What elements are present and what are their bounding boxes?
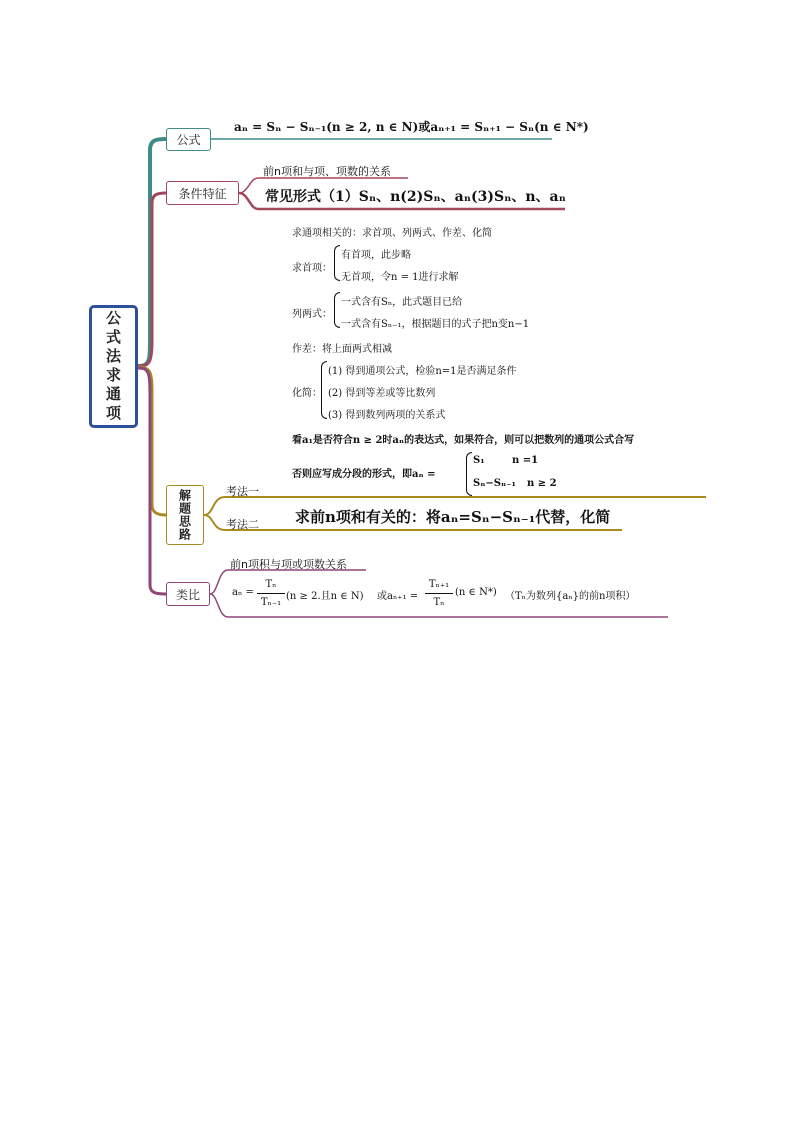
frac-2-den: Tₙ — [433, 597, 445, 608]
analogy-subtitle: 前n项积与项或项数关系 — [230, 558, 347, 571]
piecewise-prefix: 否则应写成分段的形式，即aₙ = — [292, 469, 436, 480]
diff-step: 作差：将上面两式相减 — [292, 344, 392, 355]
solve-label: 解题思路 — [177, 489, 192, 541]
piece-2-expr: Sₙ−Sₙ₋₁ — [473, 478, 516, 489]
two-eq-label: 列两式： — [292, 309, 332, 320]
two-eq-item-2: 一式含有Sₙ₋₁，根据题目的式子把n变n−1 — [341, 319, 530, 330]
piecewise-brace — [466, 452, 472, 496]
analogy-node — [166, 582, 210, 606]
analogy-cond-2: (n ∈ N*) — [455, 587, 497, 598]
formula-label: 公式 — [176, 133, 201, 147]
test-2-content: 求前n项和有关的：将aₙ=Sₙ−Sₙ₋₁代替，化简 — [295, 508, 611, 526]
condition-content: 常见形式（1）Sₙ、n(2)Sₙ、aₙ(3)Sₙ、n、aₙ — [265, 189, 566, 205]
first-term-item-2: 无首项，令n = 1进行求解 — [341, 272, 459, 283]
check-line: 看a₁是否符合n ≥ 2时aₙ的表达式，如果符合，则可以把数列的通项公式合写 — [292, 435, 635, 446]
simplify-item-3: (3) 得到数列两项的关系式 — [328, 410, 446, 421]
piece-1-expr: S₁ — [473, 455, 485, 466]
root-title: 公式法求通项 — [104, 309, 122, 424]
frac-1-bar — [257, 593, 285, 594]
analogy-note: （Tₙ为数列{aₙ}的前n项积） — [505, 591, 636, 602]
first-term-brace — [334, 245, 340, 281]
root-node — [89, 305, 138, 428]
analogy-label: 类比 — [175, 587, 200, 602]
formula-content: aₙ = Sₙ − Sₙ₋₁(n ≥ 2, n ∈ N)或aₙ₊₁ = Sₙ₊₁ − Sₙ(n ∈ N*) — [234, 120, 589, 134]
analogy-an: aₙ = — [232, 587, 254, 598]
simplify-item-2: (2) 得到等差或等比数列 — [328, 388, 436, 399]
piece-1-cond: n =1 — [512, 455, 539, 466]
simplify-label: 化简： — [292, 388, 322, 399]
frac-1-num: Tₙ — [265, 579, 277, 590]
two-eq-brace — [334, 292, 340, 328]
formula-node — [166, 128, 211, 151]
simplify-brace — [321, 361, 327, 419]
condition-node — [166, 181, 239, 205]
condition-subtitle: 前n项和与项、项数的关系 — [263, 165, 391, 178]
first-term-item-1: 有首项，此步略 — [341, 250, 411, 261]
test-2-label: 考法二 — [226, 518, 259, 531]
frac-2-bar — [425, 593, 453, 594]
frac-1-den: Tₙ₋₁ — [260, 597, 282, 608]
analogy-cond-1: (n ≥ 2.且n ∈ N) — [286, 591, 364, 602]
solve-node — [166, 485, 204, 545]
analogy-or: 或aₙ₊₁ = — [377, 591, 419, 602]
test-1-label: 考法一 — [226, 485, 259, 498]
method-intro: 求通项相关的：求首项、列两式、作差、化简 — [292, 228, 492, 239]
piece-2-cond: n ≥ 2 — [527, 478, 557, 489]
two-eq-item-1: 一式含有Sₙ，此式题目已给 — [341, 297, 463, 308]
frac-2-num: Tₙ₊₁ — [428, 579, 450, 590]
first-term-label: 求首项： — [292, 263, 332, 274]
simplify-item-1: (1) 得到通项公式，检验n=1是否满足条件 — [328, 366, 517, 377]
condition-label: 条件特征 — [178, 186, 227, 201]
